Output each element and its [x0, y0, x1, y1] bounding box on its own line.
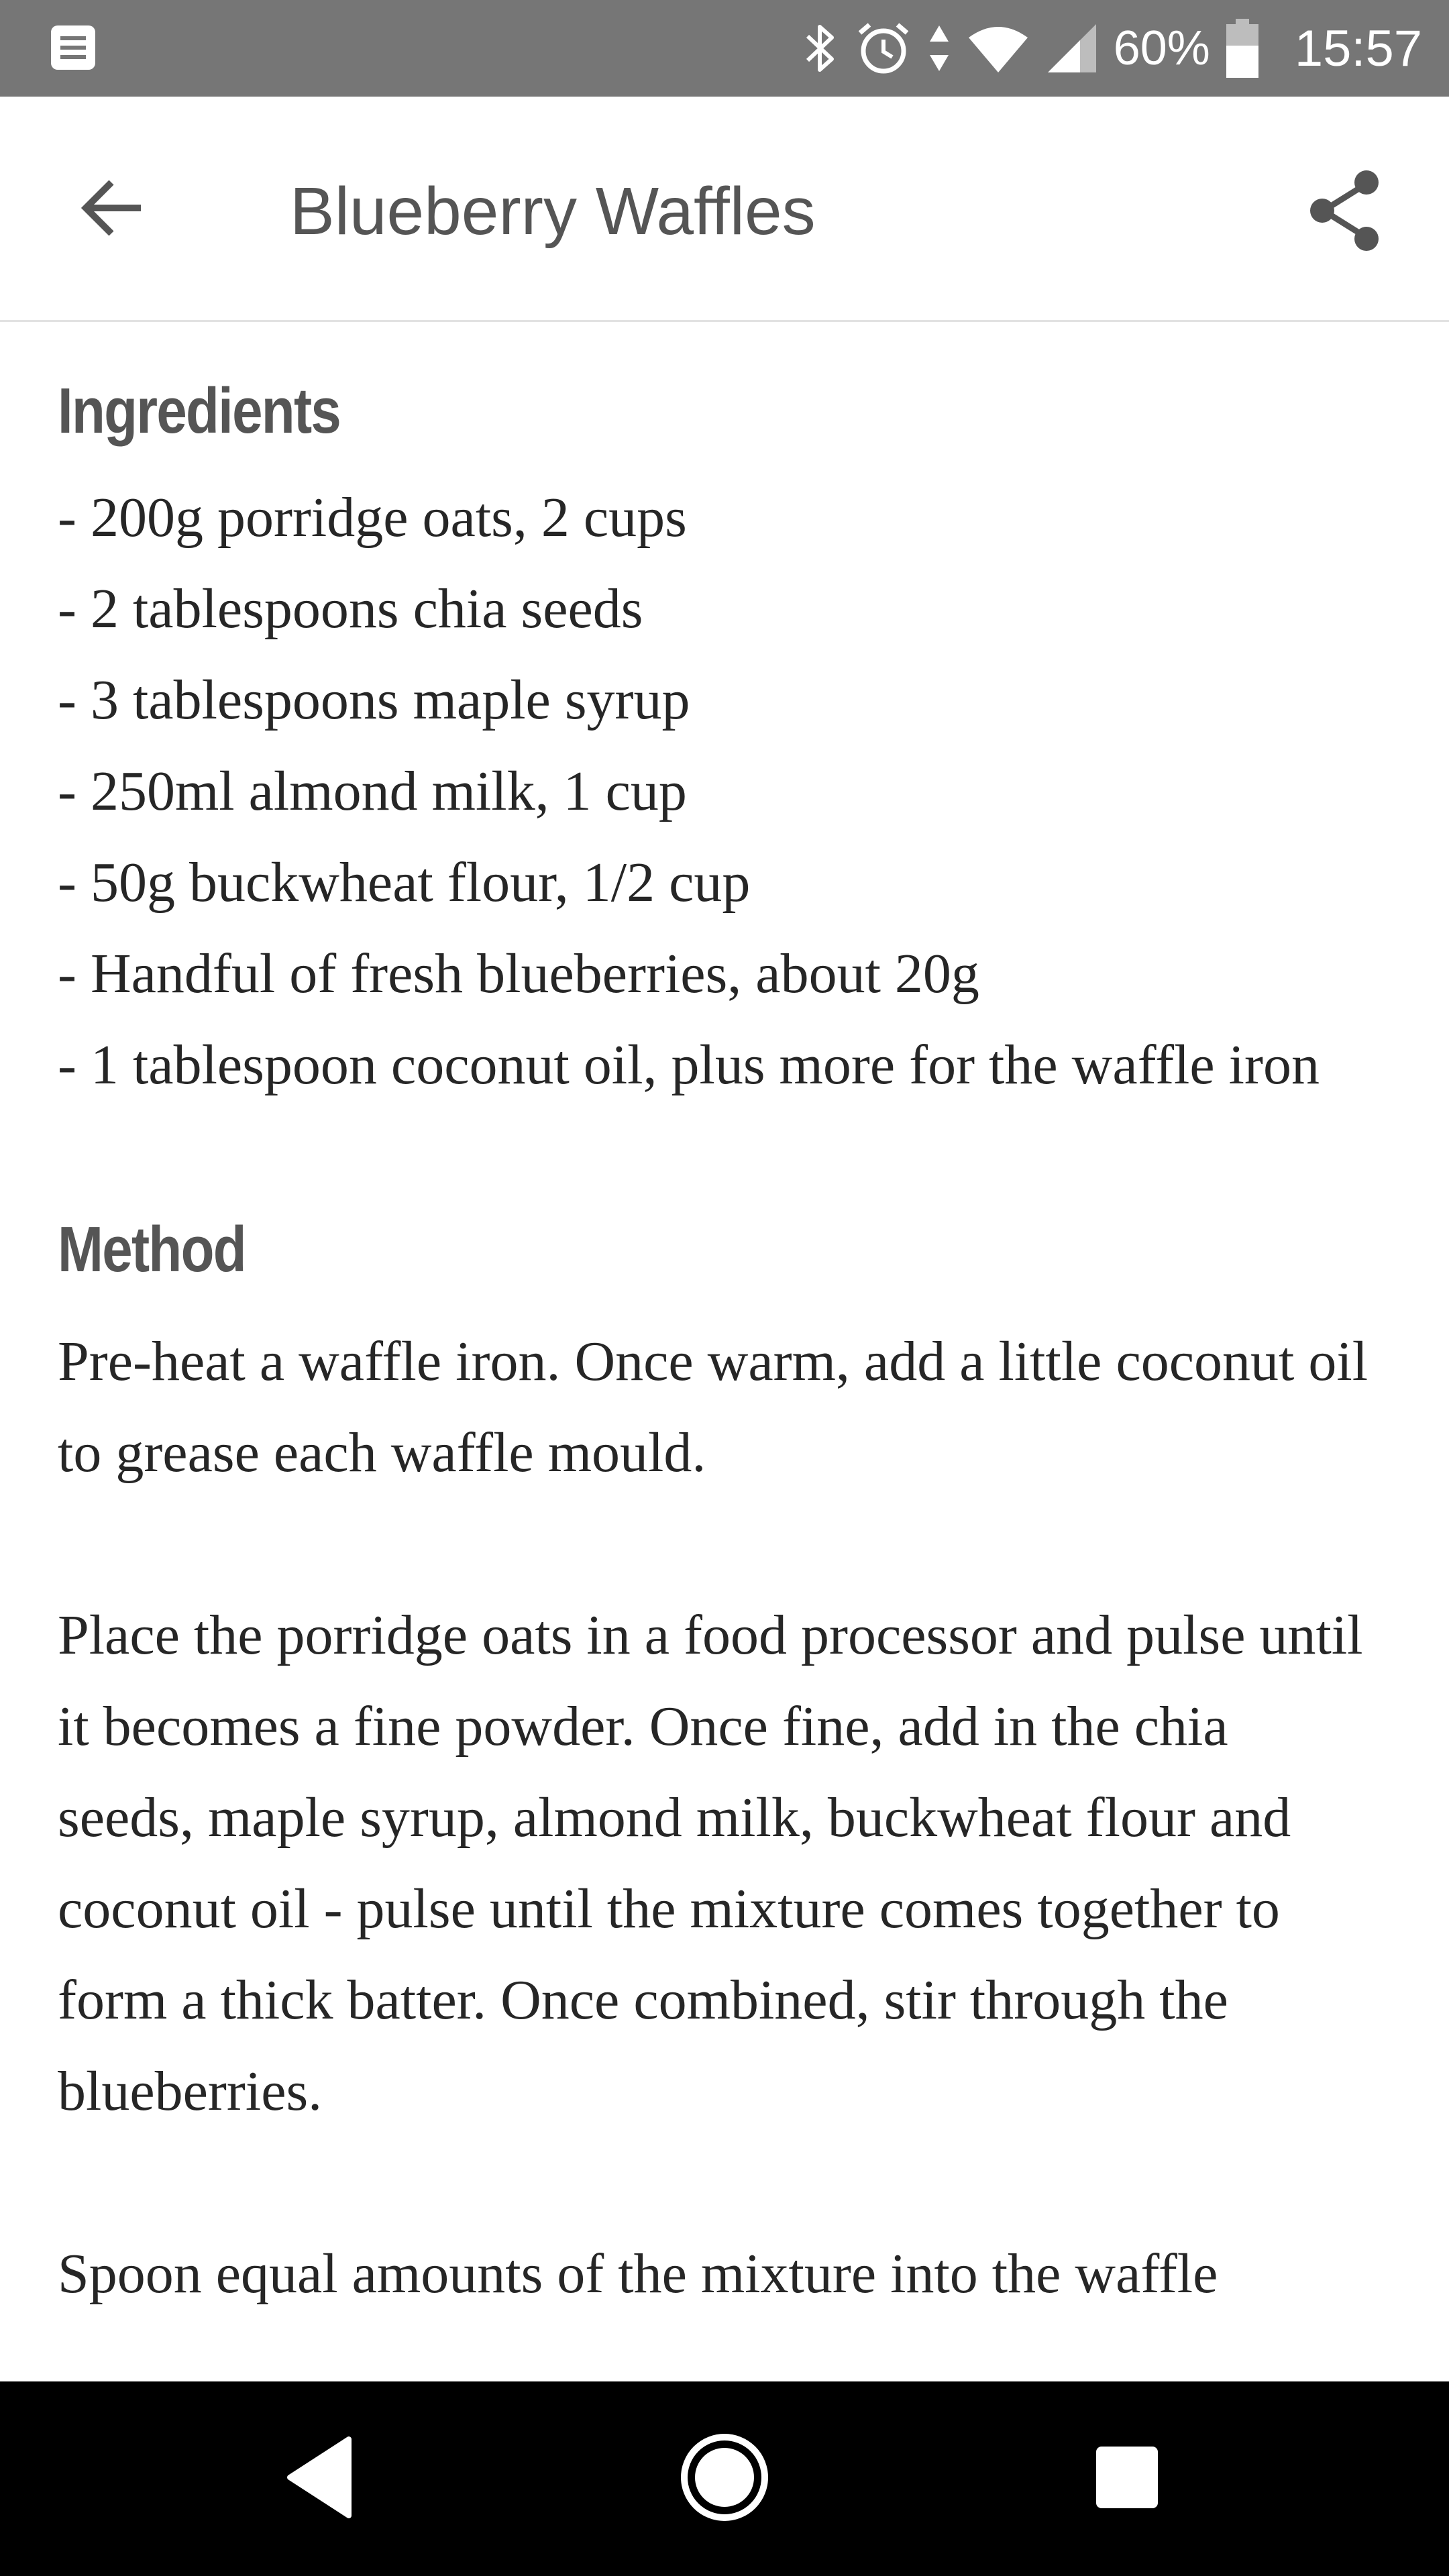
ingredients-heading: Ingredients: [58, 375, 341, 447]
recipe-content[interactable]: [58, 322, 1433, 2381]
status-icons: [802, 0, 1422, 97]
status-bar: [0, 0, 1449, 97]
data-arrows-icon: [927, 21, 951, 75]
app-bar: [0, 97, 1449, 322]
back-button[interactable]: [67, 164, 158, 255]
ingredient-item: - 2 tablespoons chia seeds: [58, 578, 643, 640]
cell-signal-icon: [1045, 21, 1099, 75]
battery-percent: 60%: [1113, 21, 1210, 75]
nav-home-icon: [678, 2430, 771, 2528]
ingredient-item: - 1 tablespoon coconut oil, plus more for the waffle iron: [58, 1034, 1320, 1096]
page-title: Blueberry Waffles: [290, 174, 816, 249]
ingredient-item: - 200g porridge oats, 2 cups: [58, 486, 687, 549]
clock: 15:57: [1294, 19, 1422, 77]
ingredients-list: [58, 472, 1433, 1111]
method-step: Spoon equal amounts of the mixture into the waffle: [58, 2243, 1218, 2305]
nav-home-button[interactable]: [667, 2422, 782, 2536]
battery-icon: [1225, 17, 1260, 79]
arrow-left-icon: [79, 174, 146, 245]
method-step: Pre-heat a waffle iron. Once warm, add a little coconut oil to grease each waffle mould.: [58, 1330, 1368, 1484]
share-icon: [1305, 166, 1385, 257]
wifi-icon: [966, 21, 1030, 75]
method-steps: [58, 1316, 1433, 2320]
method-step: Place the porridge oats in a food processor and pulse until it becomes a fine powder. Once fine, add in the chia seeds, maple syrup, almond milk, buckwheat flour and coconut oil - pulse until the mixture comes together to form a thick batter. Once combined, stir through the blueberries.: [58, 1604, 1363, 2123]
nav-back-button[interactable]: [265, 2422, 379, 2536]
share-button[interactable]: [1295, 161, 1395, 262]
ingredient-item: - 50g buckwheat flour, 1/2 cup: [58, 851, 751, 914]
nav-back-icon: [282, 2434, 362, 2524]
notification-icon: [50, 24, 97, 71]
method-heading: Method: [58, 1214, 246, 1285]
navigation-bar: [0, 2381, 1449, 2576]
ingredient-item: - 3 tablespoons maple syrup: [58, 669, 690, 731]
nav-recents-button[interactable]: [1070, 2422, 1184, 2536]
ingredient-item: - 250ml almond milk, 1 cup: [58, 760, 687, 822]
nav-recents-icon: [1093, 2444, 1161, 2514]
bluetooth-icon: [802, 21, 840, 75]
alarm-icon: [855, 19, 912, 77]
ingredient-item: - Handful of fresh blueberries, about 20g: [58, 943, 979, 1005]
